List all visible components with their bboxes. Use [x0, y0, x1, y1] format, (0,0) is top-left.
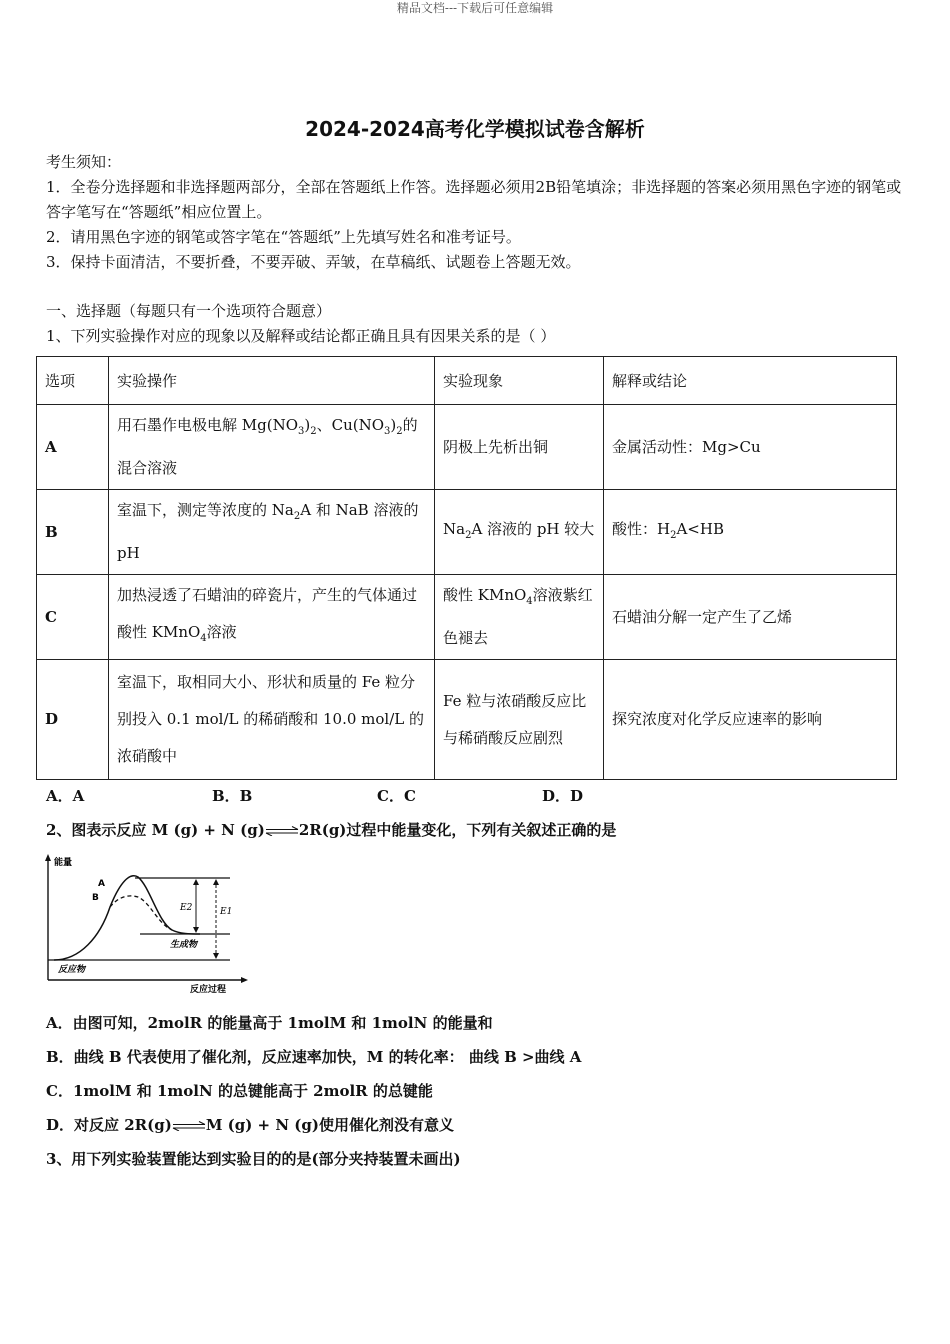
notice-item-3: 3．保持卡面清洁，不要折叠，不要弄破、弄皱，在草稿纸、试题卷上答题无效。 — [46, 253, 581, 271]
curve-a-label: A — [98, 879, 105, 889]
q2-option-a[interactable]: A．由图可知，2molR 的能量高于 1molM 和 1molN 的能量和 — [46, 1014, 493, 1032]
row-option: A — [37, 405, 109, 490]
row-operation: 室温下，取相同大小、形状和质量的 Fe 粒分别投入 0.1 mol/L 的稀硝酸和 10.0 mol/L 的浓硝酸中 — [109, 660, 435, 780]
x-axis-arrow-icon — [241, 977, 248, 983]
header-cell: 实验操作 — [109, 357, 435, 405]
row-phenomenon: 阴极上先析出铜 — [435, 405, 604, 490]
q2-option-d[interactable]: D．对反应 2R(g) M (g) + N (g)使用催化剂没有意义 — [46, 1116, 454, 1134]
q1-stem: 1、下列实验操作对应的现象以及解释或结论都正确且具有因果关系的是（ ） — [46, 327, 556, 345]
row-conclusion: 酸性：$H_2A<HB$ — [604, 490, 897, 575]
e2-arrowhead-icon — [193, 879, 199, 885]
row-conclusion: 金属活动性：Mg>Cu — [604, 405, 897, 490]
row-phenomenon: $Na_2A$ 溶液的 pH 较大 — [435, 490, 604, 575]
e1-arrowhead-icon — [213, 953, 219, 959]
table-row — [37, 490, 897, 575]
equilibrium-arrow-icon — [172, 1121, 206, 1131]
q1-table — [36, 356, 897, 780]
choice-d[interactable]: D．D — [542, 787, 584, 805]
q2-stem: 2、图表示反应 M (g) + N (g) 2R(g)过程中能量变化，下列有关叙述正确的是 — [46, 821, 617, 839]
energy-diagram — [40, 852, 252, 998]
section-heading: 一、选择题（每题只有一个选项符合题意） — [46, 302, 332, 320]
header-cell: 实验现象 — [435, 357, 604, 405]
y-axis-label: 能量 — [54, 858, 73, 868]
choice-c[interactable]: C．C — [377, 787, 416, 805]
notice-item-1: 1．全卷分选择题和非选择题两部分，全部在答题纸上作答。选择题必须用2B铅笔填涂；非选择题的答案必须用黑色字迹的钢笔或答字笔写在“答题纸”相应位置上。 — [46, 178, 902, 221]
table-header-row — [37, 357, 897, 405]
page-title: 2024-2024高考化学模拟试卷含解析 — [305, 117, 645, 141]
product-label: 生成物 — [170, 940, 198, 950]
x-axis-label: 反应过程 — [190, 985, 227, 995]
row-conclusion: 石蜡油分解一定产生了乙烯 — [604, 575, 897, 660]
q3-stem: 3、用下列实验装置能达到实验目的的是(部分夹持装置未画出) — [46, 1150, 461, 1168]
table-row — [37, 405, 897, 490]
choice-b[interactable]: B．B — [212, 787, 253, 805]
row-phenomenon: 酸性 KMnO$_4$溶液紫红色褪去 — [435, 575, 604, 660]
row-option: B — [37, 490, 109, 575]
row-option: C — [37, 575, 109, 660]
curve-b — [110, 896, 172, 930]
e1-arrowhead-icon — [213, 879, 219, 885]
q2-option-c[interactable]: C．1molM 和 1molN 的总键能高于 2molR 的总键能 — [46, 1082, 433, 1100]
table-row — [37, 575, 897, 660]
notice-item-2: 2．请用黑色字迹的钢笔或答字笔在“答题纸”上先填写姓名和准考证号。 — [46, 228, 521, 246]
table-row — [37, 660, 897, 780]
y-axis-arrow-icon — [45, 854, 51, 861]
curve-b-label: B — [92, 893, 99, 903]
row-operation: 用石墨作电极电解 $Mg(NO_3)_2$、$Cu(NO_3)_2$的混合溶液 — [109, 405, 435, 490]
equilibrium-arrow-icon — [265, 826, 299, 836]
e2-arrowhead-icon — [193, 927, 199, 933]
choice-a[interactable]: A．A — [46, 787, 85, 805]
row-conclusion: 探究浓度对化学反应速率的影响 — [604, 660, 897, 780]
q2-option-b[interactable]: B．曲线 B 代表使用了催化剂，反应速率加快，M 的转化率： 曲线 B >曲线 A — [46, 1048, 582, 1066]
row-operation: 室温下，测定等浓度的 $Na_2A$ 和 NaB 溶液的 pH — [109, 490, 435, 575]
header-cell: 解释或结论 — [604, 357, 897, 405]
notice-heading: 考生须知： — [46, 153, 122, 171]
e1-label: E1 — [220, 907, 233, 917]
e2-label: E2 — [180, 903, 193, 913]
row-operation: 加热浸透了石蜡油的碎瓷片，产生的气体通过酸性 KMnO$_4$溶液 — [109, 575, 435, 660]
row-option: D — [37, 660, 109, 780]
watermark: 精品文档---下载后可任意编辑 — [396, 1, 554, 15]
reactant-label: 反应物 — [58, 965, 86, 975]
header-cell: 选项 — [37, 357, 109, 405]
row-phenomenon: Fe 粒与浓硝酸反应比与稀硝酸反应剧烈 — [435, 660, 604, 780]
